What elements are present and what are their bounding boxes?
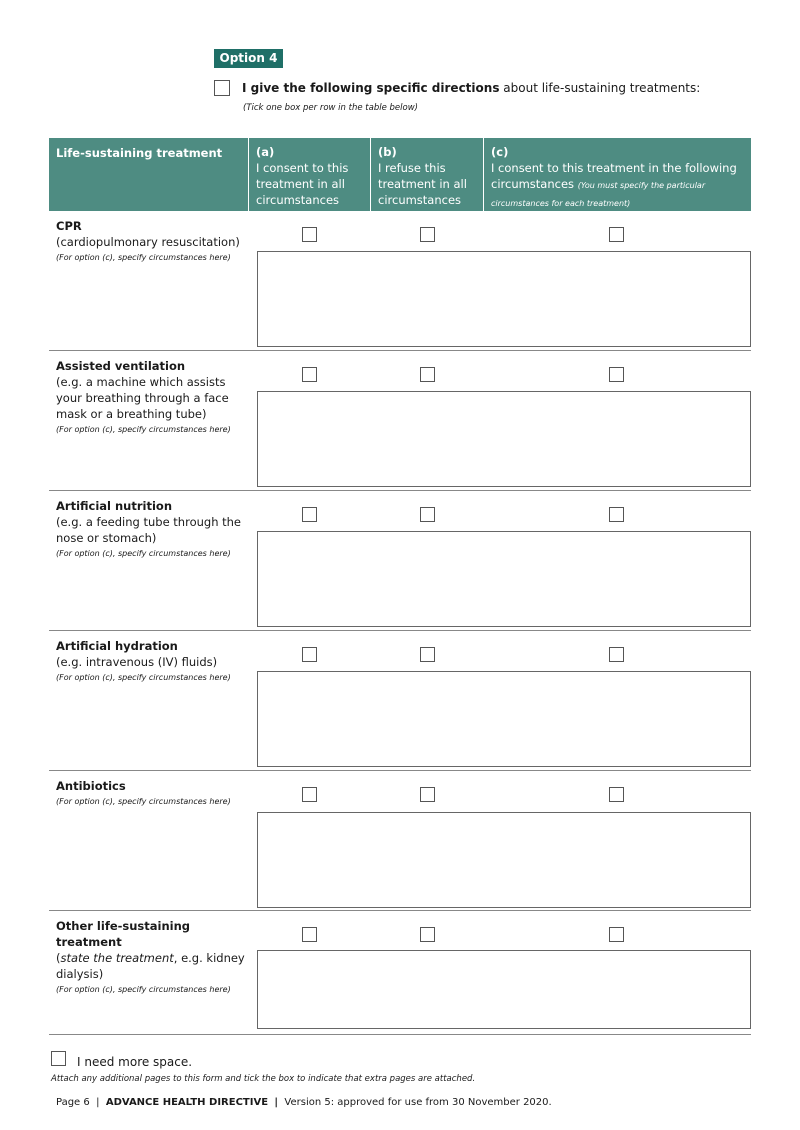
row-note: (For option (c), specify circumstances here)	[56, 253, 231, 262]
table-header	[49, 138, 751, 211]
row-title: Artificial hydration	[56, 639, 178, 653]
consent-all-checkbox[interactable]	[302, 507, 317, 522]
header-c-note: (You must specify the particular circumstances for each treatment)	[491, 181, 706, 208]
footer-version: Version 5: approved for use from 30 November 2020.	[284, 1097, 552, 1108]
option-badge: Option 4	[214, 49, 283, 68]
row-note: (For option (c), specify circumstances here)	[56, 549, 231, 558]
table-row	[49, 631, 751, 771]
footer-title: ADVANCE HEALTH DIRECTIVE	[105, 1097, 269, 1108]
consent-circumstances-checkbox[interactable]	[609, 647, 624, 662]
more-space-note: Attach any additional pages to this form and tick the box to indicate that extra pages are attached.	[51, 1074, 476, 1084]
consent-circumstances-checkbox[interactable]	[609, 507, 624, 522]
consent-circumstances-checkbox[interactable]	[609, 927, 624, 942]
row-title: Assisted ventilation	[56, 359, 186, 373]
header-b-text: I refuse this treatment in all circumstances	[378, 161, 467, 207]
header-b-key: (b)	[378, 145, 397, 159]
row-note: (For option (c), specify circumstances here)	[56, 797, 231, 806]
circumstances-textbox[interactable]	[257, 671, 751, 767]
row-label	[56, 498, 246, 559]
consent-all-checkbox[interactable]	[302, 647, 317, 662]
circumstances-textbox[interactable]	[257, 531, 751, 627]
row-title: CPR	[56, 219, 82, 233]
footer-separator: |	[96, 1097, 100, 1108]
row-note: (For option (c), specify circumstances here)	[56, 985, 231, 994]
header-c-text: I consent to this treatment in the following circumstances	[491, 161, 737, 191]
header-c-key: (c)	[491, 145, 509, 159]
row-divider	[49, 1034, 751, 1035]
header-consent-all	[249, 138, 371, 211]
page-footer	[56, 1097, 552, 1108]
table-row	[49, 351, 751, 491]
header-a-key: (a)	[256, 145, 275, 159]
consent-circumstances-checkbox[interactable]	[609, 367, 624, 382]
more-space-label: I need more space.	[77, 1055, 193, 1069]
row-label	[56, 638, 246, 683]
header-refuse-all	[371, 138, 484, 211]
table-row	[49, 911, 751, 1035]
intro-note: (Tick one box per row in the table below)	[243, 103, 418, 113]
row-label	[56, 218, 246, 263]
table-row	[49, 491, 751, 631]
row-label	[56, 918, 246, 995]
row-label	[56, 358, 246, 435]
row-desc	[56, 950, 246, 982]
refuse-all-checkbox[interactable]	[420, 787, 435, 802]
consent-circumstances-checkbox[interactable]	[609, 227, 624, 242]
consent-all-checkbox[interactable]	[302, 927, 317, 942]
intro-bold: I give the following specific directions	[242, 81, 500, 95]
row-desc-italic: state the treatment	[60, 951, 174, 965]
row-label	[56, 778, 246, 807]
circumstances-textbox[interactable]	[257, 812, 751, 908]
intro-rest: about life-sustaining treatments:	[499, 81, 701, 95]
row-desc: (e.g. a feeding tube through the nose or stomach)	[56, 515, 242, 545]
header-treatment: Life-sustaining treatment	[49, 138, 249, 211]
consent-all-checkbox[interactable]	[302, 227, 317, 242]
header-a-text: I consent to this treatment in all circumstances	[256, 161, 349, 207]
refuse-all-checkbox[interactable]	[420, 227, 435, 242]
row-title: Artificial nutrition	[56, 499, 173, 513]
table-row	[49, 211, 751, 351]
consent-all-checkbox[interactable]	[302, 367, 317, 382]
row-desc-post: , e.g. kidney dialysis)	[56, 951, 245, 981]
footer-page: Page 6	[56, 1097, 90, 1108]
refuse-all-checkbox[interactable]	[420, 647, 435, 662]
footer-separator-2: |	[274, 1097, 279, 1108]
specific-directions-checkbox[interactable]	[214, 80, 230, 96]
more-space-checkbox[interactable]	[51, 1051, 66, 1066]
row-note: (For option (c), specify circumstances here)	[56, 673, 231, 682]
consent-circumstances-checkbox[interactable]	[609, 787, 624, 802]
table-row	[49, 771, 751, 911]
circumstances-textbox[interactable]	[257, 391, 751, 487]
row-note: (For option (c), specify circumstances here)	[56, 425, 231, 434]
refuse-all-checkbox[interactable]	[420, 507, 435, 522]
circumstances-textbox[interactable]	[257, 950, 751, 1029]
consent-all-checkbox[interactable]	[302, 787, 317, 802]
row-desc: (e.g. intravenous (IV) fluids)	[56, 655, 218, 669]
refuse-all-checkbox[interactable]	[420, 927, 435, 942]
row-desc: (e.g. a machine which assists your breathing through a face mask or a breathing tube)	[56, 375, 229, 421]
intro-text	[242, 81, 700, 95]
row-title: Other life-sustaining treatment	[56, 919, 191, 949]
refuse-all-checkbox[interactable]	[420, 367, 435, 382]
row-desc-pre: (	[56, 951, 61, 965]
row-title: Antibiotics	[56, 779, 126, 793]
header-consent-circumstances	[484, 138, 751, 211]
circumstances-textbox[interactable]	[257, 251, 751, 347]
row-desc: (cardiopulmonary resuscitation)	[56, 235, 240, 249]
